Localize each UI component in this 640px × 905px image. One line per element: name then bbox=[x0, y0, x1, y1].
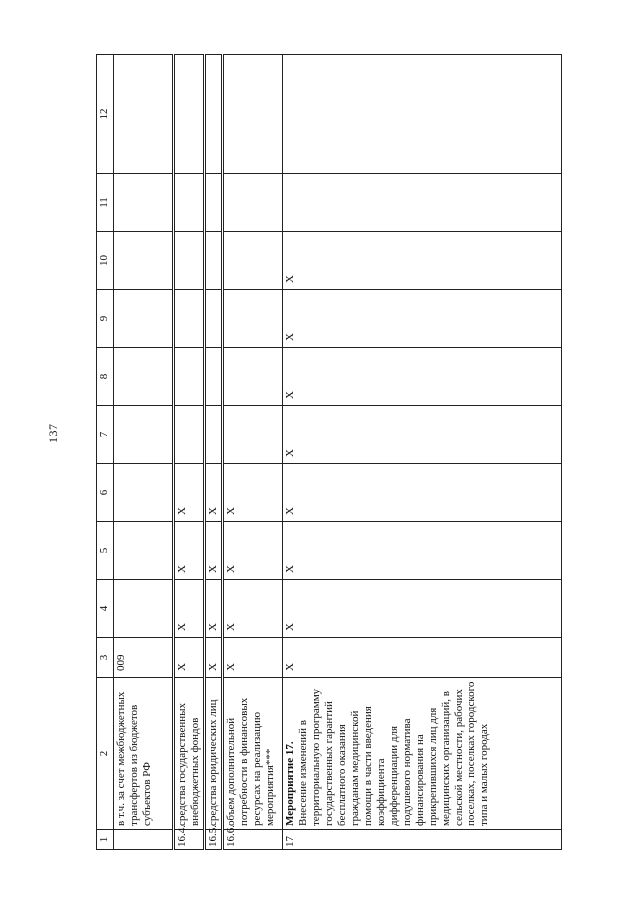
cell bbox=[204, 232, 222, 290]
cell bbox=[222, 55, 282, 174]
row-name bbox=[204, 678, 222, 830]
cell bbox=[222, 232, 282, 290]
row-name-text: средства государственных внебюджетных фондов bbox=[176, 703, 201, 826]
cell bbox=[174, 406, 205, 464]
row-number: 17 bbox=[282, 830, 561, 850]
row-name bbox=[222, 678, 282, 830]
cell: X bbox=[282, 464, 561, 522]
cell: X bbox=[282, 406, 561, 464]
table-row bbox=[282, 55, 561, 850]
header-cell: 5 bbox=[97, 522, 114, 580]
header-cell: 9 bbox=[97, 290, 114, 348]
cell bbox=[114, 232, 174, 290]
row-name bbox=[114, 678, 174, 830]
cell: X bbox=[174, 464, 205, 522]
cell bbox=[114, 174, 174, 232]
header-cell: 12 bbox=[97, 55, 114, 174]
cell bbox=[114, 406, 174, 464]
cell bbox=[114, 522, 174, 580]
cell: X bbox=[204, 580, 222, 638]
row-name bbox=[282, 678, 561, 830]
data-table bbox=[96, 54, 562, 850]
row-number: 16.6. bbox=[222, 830, 282, 850]
cell: X bbox=[282, 348, 561, 406]
cell bbox=[204, 174, 222, 232]
cell bbox=[204, 406, 222, 464]
cell bbox=[282, 174, 561, 232]
cell: X bbox=[204, 464, 222, 522]
cell bbox=[222, 290, 282, 348]
cell: X bbox=[204, 638, 222, 678]
row-number: 16.5. bbox=[204, 830, 222, 850]
header-cell: 10 bbox=[97, 232, 114, 290]
cell: X bbox=[282, 522, 561, 580]
header-cell: 7 bbox=[97, 406, 114, 464]
cell bbox=[114, 348, 174, 406]
cell bbox=[174, 55, 205, 174]
cell: 009 bbox=[114, 638, 174, 678]
header-cell: 11 bbox=[97, 174, 114, 232]
cell: X bbox=[282, 580, 561, 638]
cell: X bbox=[282, 232, 561, 290]
cell bbox=[282, 55, 561, 174]
cell bbox=[222, 406, 282, 464]
row-name-text: Внесение изменений в территориальную программу государственных гарантий бесплатного оказания гражданам медицинской помощи в части введения коэффициента дифференциации для подушевого норматива финансирования на прикрепившихся лиц для медицинских организаций, в сельской местности, рабочих поселках, поселках городского типа и малых городах bbox=[296, 681, 491, 826]
rotated-table-container bbox=[96, 55, 562, 850]
header-cell: 6 bbox=[97, 464, 114, 522]
cell: X bbox=[222, 522, 282, 580]
row-name-text: в т.ч. за счет межбюджетных трансфертов из бюджетов субъектов РФ bbox=[115, 691, 153, 826]
cell: X bbox=[222, 580, 282, 638]
row-name bbox=[174, 678, 205, 830]
cell bbox=[204, 290, 222, 348]
cell bbox=[114, 464, 174, 522]
row-name-text: объем дополнительной потребности в финансовых ресурсах на реализацию мероприятия*** bbox=[224, 697, 276, 826]
cell: X bbox=[282, 638, 561, 678]
header-cell: 2 bbox=[97, 678, 114, 830]
cell: X bbox=[222, 464, 282, 522]
page-number: 137 bbox=[46, 423, 60, 443]
cell bbox=[174, 290, 205, 348]
table-row bbox=[114, 55, 174, 850]
header-cell: 8 bbox=[97, 348, 114, 406]
header-cell: 3 bbox=[97, 638, 114, 678]
row-number bbox=[114, 830, 174, 850]
cell bbox=[114, 55, 174, 174]
header-cell: 1 bbox=[97, 830, 114, 850]
row-name-bold: Мероприятие 17. bbox=[283, 741, 296, 826]
row-name-text: средства юридических лиц bbox=[206, 699, 219, 826]
cell bbox=[222, 174, 282, 232]
table-row bbox=[174, 55, 205, 850]
table-row bbox=[204, 55, 222, 850]
cell bbox=[222, 348, 282, 406]
cell: X bbox=[174, 580, 205, 638]
cell bbox=[114, 580, 174, 638]
cell bbox=[174, 232, 205, 290]
header-cell: 4 bbox=[97, 580, 114, 638]
cell: X bbox=[204, 522, 222, 580]
cell: X bbox=[174, 522, 205, 580]
cell bbox=[204, 55, 222, 174]
cell bbox=[204, 348, 222, 406]
cell bbox=[114, 290, 174, 348]
row-number: 16.4. bbox=[174, 830, 205, 850]
cell bbox=[174, 174, 205, 232]
cell: X bbox=[282, 290, 561, 348]
header-row bbox=[97, 55, 114, 850]
cell: X bbox=[222, 638, 282, 678]
table-row bbox=[222, 55, 282, 850]
cell bbox=[174, 348, 205, 406]
cell: X bbox=[174, 638, 205, 678]
